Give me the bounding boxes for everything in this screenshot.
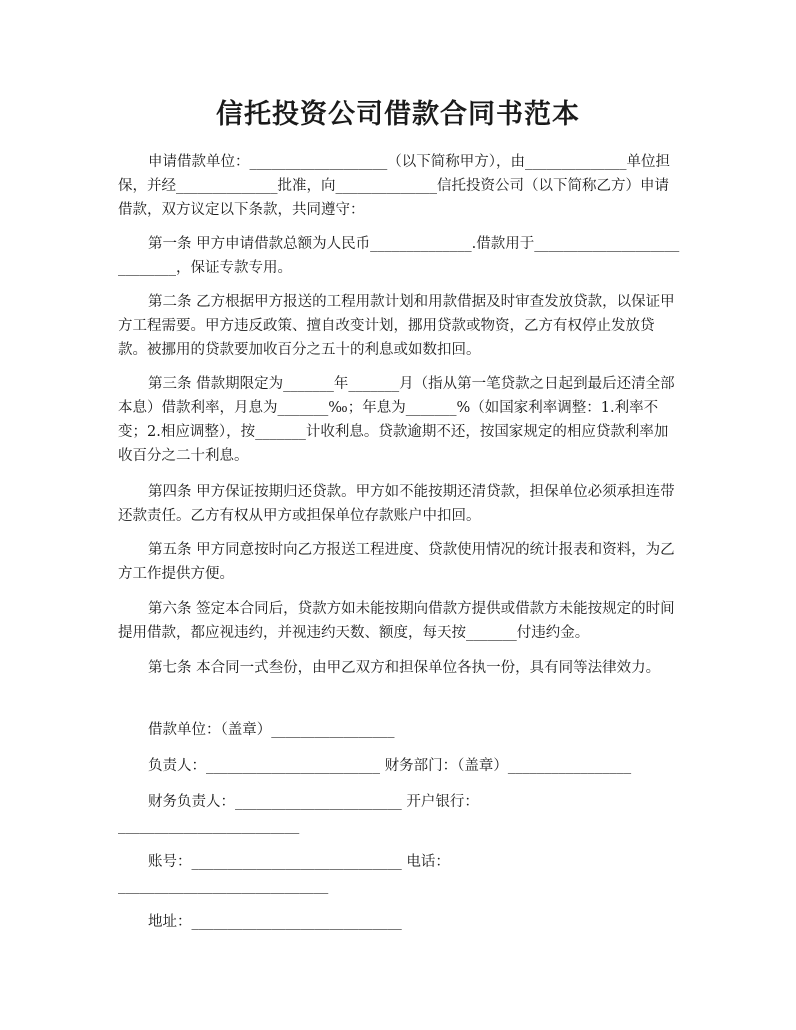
article-5: 第五条 甲方同意按时向乙方报送工程进度、贷款使用情况的统计报表和资料，为乙方工作提供方便。 — [118, 542, 675, 582]
article-7: 第七条 本合同一式叁份，由甲乙双方和担保单位各执一份，具有同等法律效力。 — [148, 660, 661, 676]
intro-paragraph: 申请借款单位：___________________（以下简称甲方），由______________单位担保，并经______________批准，向______________信托投资公司（以下简称乙方）申请借款，双方议定以下条款，共同遵守： — [118, 154, 670, 218]
article-6: 第六条 签定本合同后，贷款方如未能按期向借款方提供或借款方未能按规定的时间提用借款，都应视违约，并视违约天数、额度，每天按_______付违约金。 — [118, 601, 675, 641]
finance-head-bank-line: 财务负责人：_______________________ 开户银行： — [148, 794, 479, 810]
article-3: 第三条 借款期限定为_______年_______月（指从第一笔贷款之日起到最后还清全部本息）借款利率，月息为_______‰；年息为_______%（如国家利率调整：1.利率不变；2.相应调整），按_______计收利息。贷款逾期不还，按国家规定的相应贷款利率加收百分之二十利息。 — [118, 376, 675, 464]
bank-blank-line: _________________________ — [118, 818, 300, 834]
document-title: 信托投资公司借款合同书范本 — [216, 99, 580, 130]
phone-blank-line: _____________________________ — [118, 878, 329, 894]
article-2: 第二条 乙方根据甲方报送的工程用款计划和用款借据及时审查发放贷款，以保证甲方工程需要。甲方违反政策、擅自改变计划，挪用贷款或物资，乙方有权停止发放贷款。被挪用的贷款要加收百分之五十的利息或如数扣回。 — [118, 294, 675, 358]
article-4: 第四条 甲方保证按期归还贷款。甲方如不能按期还清贷款，担保单位必须承担连带还款责任。乙方有权从甲方或担保单位存款账户中扣回。 — [118, 484, 675, 524]
borrower-seal-line: 借款单位：（盖章）_________________ — [148, 722, 395, 738]
account-phone-line: 账号：_____________________________ 电话： — [148, 854, 450, 870]
article-1: 第一条 甲方申请借款总额为人民币______________.借款用于____________________________，保证专款专用。 — [118, 236, 680, 276]
address-line: 地址：_____________________________ — [148, 914, 402, 930]
responsible-finance-line: 负责人：________________________ 财务部门：（盖章）_________________ — [148, 758, 632, 774]
